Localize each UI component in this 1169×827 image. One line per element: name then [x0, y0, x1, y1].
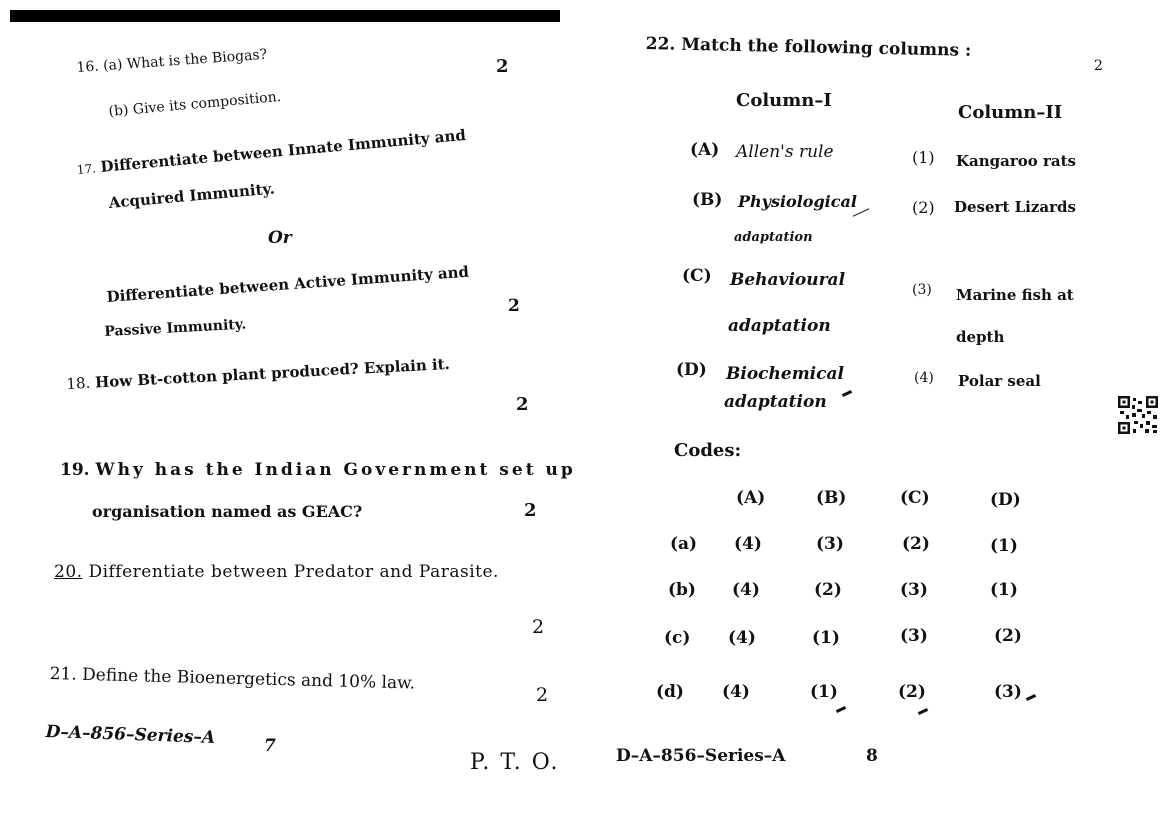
column-1-header: Column–I	[736, 90, 832, 111]
col2-1-label: (1)	[912, 148, 935, 167]
pto-label: P. T. O.	[470, 750, 560, 775]
pen-tick-mark	[836, 706, 846, 713]
col1-d-line1: Biochemical	[726, 364, 844, 384]
footer-code-right: D–A–856–Series–A	[616, 746, 786, 766]
col1-c-label: (C)	[682, 266, 712, 286]
q16b-text: Give its composition.	[132, 88, 282, 118]
footer-page-number-left: 7	[264, 736, 276, 756]
footer-code-left: D–A–856–Series–A	[45, 722, 216, 748]
codes-row-a-val-1: (4)	[734, 534, 762, 554]
pen-tick-mark	[842, 390, 852, 397]
col1-d-label: (D)	[676, 360, 707, 380]
q20-number: 20.	[54, 562, 83, 582]
or-label: Or	[268, 228, 292, 248]
codes-row-c-val-1: (4)	[728, 628, 756, 648]
q18	[66, 355, 450, 393]
col2-1-text: Kangaroo rats	[956, 152, 1076, 170]
col2-2-text: Desert Lizards	[954, 198, 1076, 216]
q18-number: 18.	[66, 373, 91, 393]
codes-row-a-option: (a)	[670, 534, 698, 554]
q22-number: 22.	[645, 34, 676, 55]
col1-c-line2: adaptation	[728, 316, 831, 336]
codes-row-a-val-4: (1)	[990, 536, 1018, 556]
q21-number: 21.	[49, 664, 78, 685]
codes-row-c-val-4: (2)	[994, 626, 1022, 646]
qr-code-icon	[1118, 396, 1158, 434]
q17-alt-line2: Passive Immunity.	[104, 316, 247, 340]
q16-marks: 2	[496, 56, 509, 77]
q16a-number: 16. (a)	[76, 56, 124, 76]
right-page	[600, 0, 1169, 827]
q19-number: 19.	[60, 460, 90, 480]
codes-row-d-val-1: (4)	[722, 682, 750, 702]
codes-header-d: (D)	[990, 490, 1021, 510]
q20-text: Differentiate between Predator and Parasite.	[88, 562, 499, 582]
codes-header-c: (C)	[900, 488, 930, 508]
q17	[76, 126, 467, 178]
codes-row-a-val-2: (3)	[816, 534, 844, 554]
q22	[646, 34, 972, 61]
q20	[54, 562, 499, 582]
q17-line2: Acquired Immunity.	[108, 179, 276, 212]
q17-alt-line1: Differentiate between Active Immunity and	[106, 262, 470, 306]
codes-row-d-val-4: (3)	[994, 682, 1022, 702]
codes-row-c-option: (c)	[664, 628, 691, 648]
pen-tick-mark	[918, 708, 928, 715]
col1-b-label: (B)	[692, 190, 723, 210]
codes-header-b: (B)	[816, 488, 847, 508]
q21-marks: 2	[536, 684, 549, 706]
q18-text: How Bt-cotton plant produced? Explain it.	[94, 354, 451, 392]
q16a-text: What is the Biogas?	[126, 46, 268, 73]
q16a	[76, 47, 268, 76]
col1-b-line2: adaptation	[734, 230, 813, 245]
q22-marks: 2	[1094, 58, 1103, 74]
col1-a-text: Allen's rule	[736, 142, 834, 162]
q16b	[108, 89, 282, 120]
col2-3-label: (3)	[912, 282, 932, 298]
left-page	[0, 0, 580, 827]
codes-row-b-val-1: (4)	[732, 580, 760, 600]
q17-number: 17.	[76, 161, 97, 177]
col1-b-line1: Physiological	[738, 192, 857, 211]
codes-row-b-val-3: (3)	[900, 580, 928, 600]
col2-2-label: (2)	[912, 198, 935, 217]
codes-row-b-val-4: (1)	[990, 580, 1018, 600]
col1-a-label: (A)	[690, 140, 720, 160]
codes-label: Codes:	[674, 440, 742, 461]
q19-line2: organisation named as GEAC?	[92, 502, 363, 521]
q19	[60, 460, 576, 480]
codes-row-d-val-3: (2)	[898, 682, 926, 702]
column-2-header: Column–II	[958, 102, 1063, 123]
col2-3-line1: Marine fish at	[956, 286, 1074, 304]
codes-row-a-val-3: (2)	[902, 534, 930, 554]
col2-4-label: (4)	[914, 370, 934, 386]
footer-page-number-right: 8	[866, 746, 878, 766]
col1-c-line1: Behavioural	[730, 270, 846, 290]
col2-4-text: Polar seal	[958, 372, 1041, 390]
pen-tick-mark	[1026, 694, 1036, 701]
codes-row-b-option: (b)	[668, 580, 696, 600]
q22-text: Match the following columns :	[681, 34, 972, 61]
codes-header-a: (A)	[736, 488, 766, 508]
q21	[49, 664, 415, 694]
q18-marks: 2	[516, 394, 529, 415]
codes-row-c-val-3: (3)	[900, 626, 928, 646]
q19-marks: 2	[524, 500, 537, 521]
col2-3-line2: depth	[956, 328, 1005, 346]
q20-marks: 2	[532, 616, 545, 638]
q17-line1: Differentiate between Innate Immunity and	[99, 125, 467, 176]
codes-row-b-val-2: (2)	[814, 580, 842, 600]
q17-marks: 2	[508, 296, 520, 316]
q19-line1: Why has the Indian Government set up	[95, 460, 576, 480]
top-black-bar	[10, 10, 560, 22]
col1-d-line2: adaptation	[724, 392, 827, 412]
codes-row-c-val-2: (1)	[812, 628, 840, 648]
q16b-number: (b)	[108, 102, 130, 120]
q21-text: Define the Bioenergetics and 10% law.	[81, 664, 416, 694]
codes-row-d-val-2: (1)	[810, 682, 838, 702]
codes-row-d-option: (d)	[656, 682, 684, 702]
